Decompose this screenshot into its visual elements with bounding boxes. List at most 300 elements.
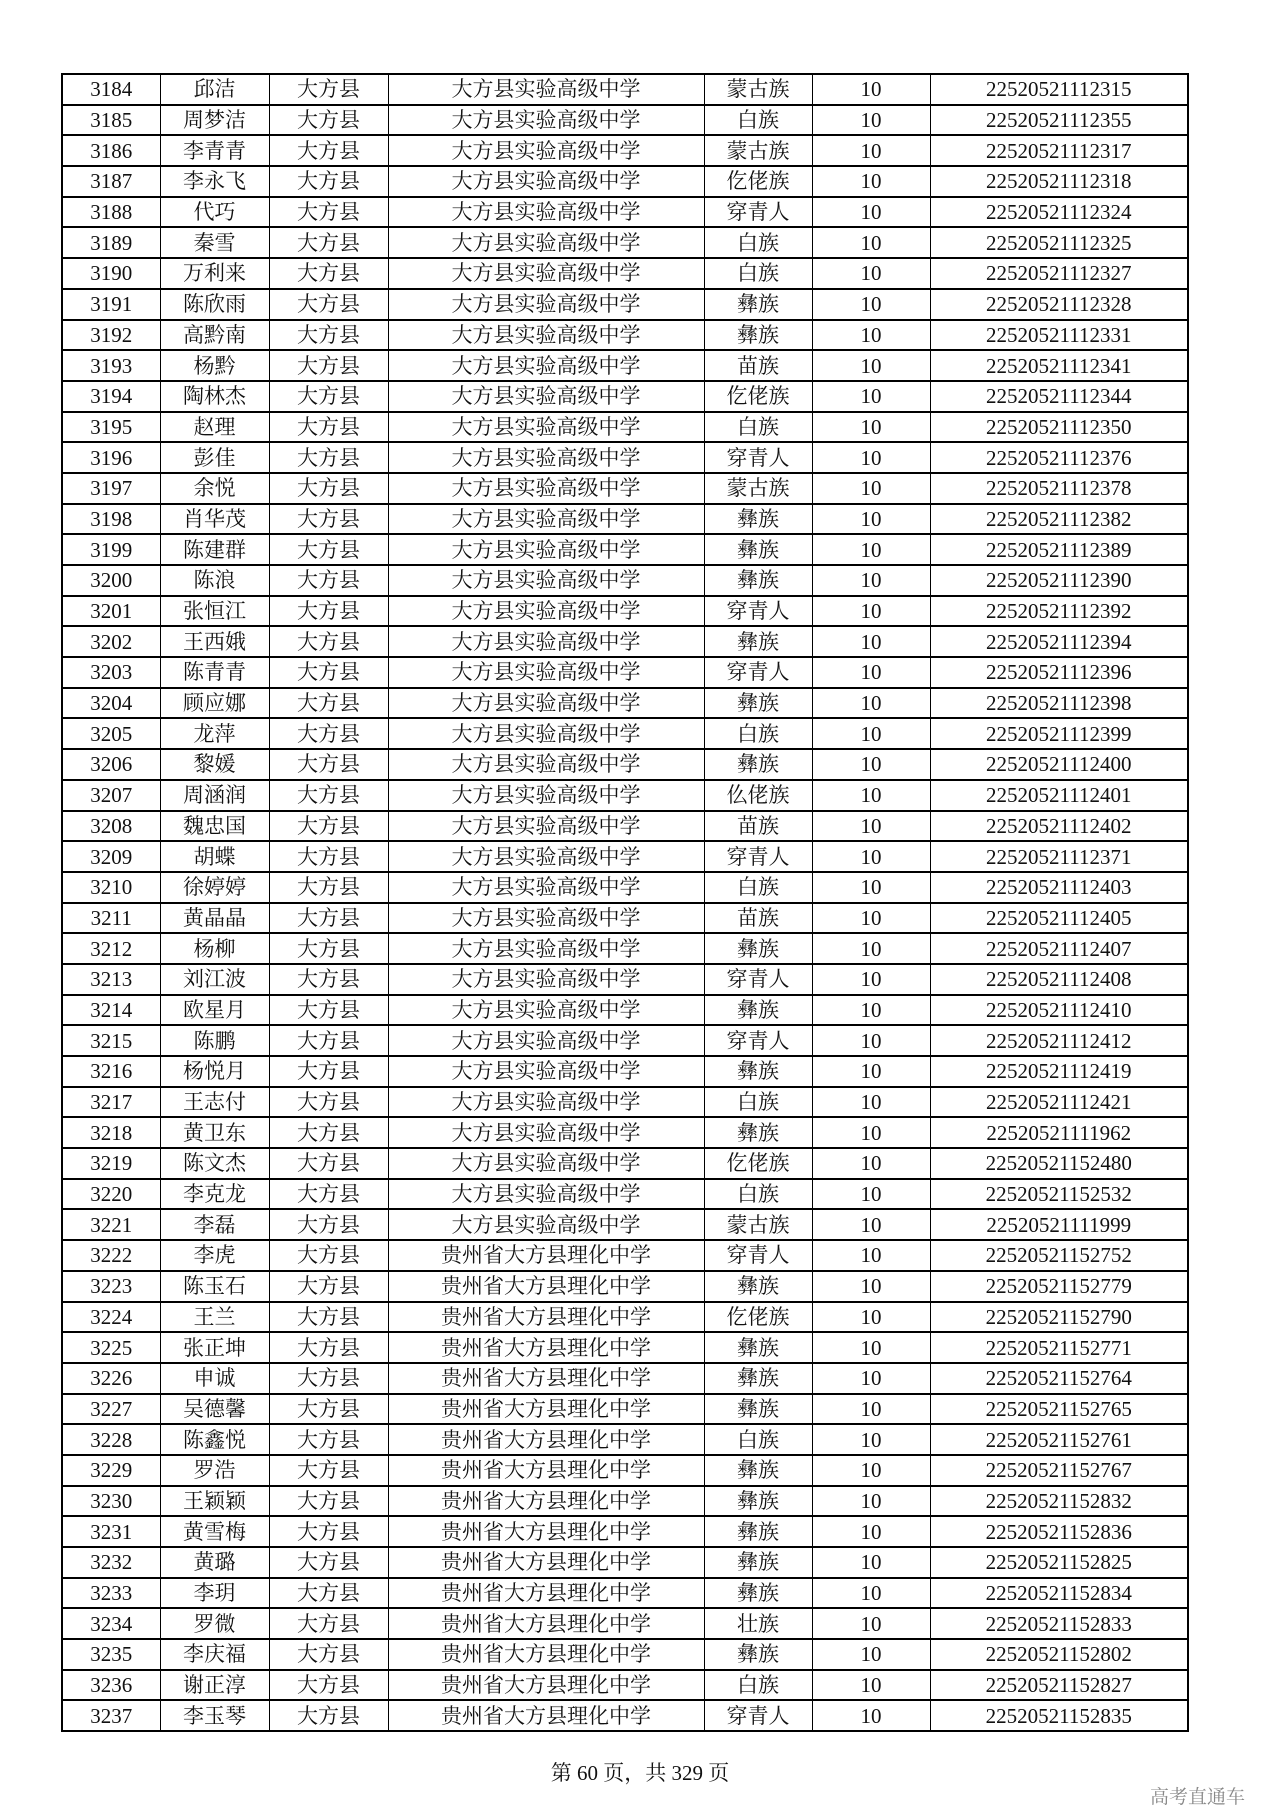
table-row [62,258,1188,289]
row-number-cell: 3206 [62,749,160,780]
student-name-cell: 李庆福 [160,1639,269,1670]
row-number-cell: 3225 [62,1332,160,1363]
exam-id-cell: 22520521112410 [930,995,1188,1026]
school-cell: 大方县实验高级中学 [388,442,704,473]
ethnicity-cell: 仡佬族 [704,1302,812,1333]
county-cell: 大方县 [269,1179,388,1210]
county-cell: 大方县 [269,1455,388,1486]
ethnicity-cell: 彝族 [704,1271,812,1302]
exam-id-cell: 22520521112392 [930,596,1188,627]
exam-id-cell: 22520521112412 [930,1025,1188,1056]
table-row [62,442,1188,473]
ethnicity-cell: 白族 [704,412,812,443]
table-row [62,1087,1188,1118]
exam-id-cell: 22520521112341 [930,350,1188,381]
county-cell: 大方县 [269,749,388,780]
county-cell: 大方县 [269,933,388,964]
school-cell: 贵州省大方县理化中学 [388,1455,704,1486]
student-name-cell: 顾应娜 [160,688,269,719]
row-number-cell: 3235 [62,1639,160,1670]
school-cell: 大方县实验高级中学 [388,1025,704,1056]
score-cell: 10 [812,1056,930,1087]
table-row [62,1578,1188,1609]
row-number-cell: 3224 [62,1302,160,1333]
table-row [62,1547,1188,1578]
student-name-cell: 周梦洁 [160,105,269,136]
school-cell: 贵州省大方县理化中学 [388,1578,704,1609]
exam-id-cell: 22520521152832 [930,1486,1188,1517]
score-cell: 10 [812,197,930,228]
school-cell: 贵州省大方县理化中学 [388,1700,704,1731]
ethnicity-cell: 彝族 [704,1516,812,1547]
table-row [62,1424,1188,1455]
exam-id-cell: 22520521112403 [930,872,1188,903]
school-cell: 大方县实验高级中学 [388,105,704,136]
school-cell: 大方县实验高级中学 [388,289,704,320]
student-name-cell: 杨悦月 [160,1056,269,1087]
row-number-cell: 3194 [62,381,160,412]
table-row [62,1639,1188,1670]
exam-id-cell: 22520521112325 [930,227,1188,258]
ethnicity-cell: 苗族 [704,903,812,934]
ethnicity-cell: 彝族 [704,749,812,780]
ethnicity-cell: 白族 [704,1179,812,1210]
student-name-cell: 李克龙 [160,1179,269,1210]
row-number-cell: 3198 [62,504,160,535]
exam-id-cell: 22520521152802 [930,1639,1188,1670]
watermark: 高考直通车 [1150,1786,1246,1808]
row-number-cell: 3184 [62,74,160,105]
table-row [62,872,1188,903]
school-cell: 大方县实验高级中学 [388,1179,704,1210]
score-cell: 10 [812,1117,930,1148]
table-row [62,534,1188,565]
school-cell: 大方县实验高级中学 [388,872,704,903]
table-row [62,1670,1188,1701]
exam-id-cell: 22520521112399 [930,718,1188,749]
exam-id-cell: 22520521112317 [930,135,1188,166]
school-cell: 大方县实验高级中学 [388,964,704,995]
score-cell: 10 [812,903,930,934]
score-cell: 10 [812,350,930,381]
row-number-cell: 3226 [62,1363,160,1394]
table-row [62,1056,1188,1087]
student-name-cell: 杨黔 [160,350,269,381]
ethnicity-cell: 彝族 [704,933,812,964]
exam-id-cell: 22520521152765 [930,1394,1188,1425]
county-cell: 大方县 [269,289,388,320]
student-name-cell: 徐婷婷 [160,872,269,903]
row-number-cell: 3192 [62,320,160,351]
county-cell: 大方县 [269,166,388,197]
county-cell: 大方县 [269,964,388,995]
score-cell: 10 [812,504,930,535]
ethnicity-cell: 穿青人 [704,841,812,872]
exam-id-cell: 22520521112405 [930,903,1188,934]
school-cell: 大方县实验高级中学 [388,565,704,596]
score-cell: 10 [812,596,930,627]
student-name-cell: 陈建群 [160,534,269,565]
school-cell: 贵州省大方县理化中学 [388,1639,704,1670]
school-cell: 贵州省大方县理化中学 [388,1670,704,1701]
county-cell: 大方县 [269,135,388,166]
county-cell: 大方县 [269,258,388,289]
table-body [62,74,1188,1731]
student-name-cell: 魏忠国 [160,811,269,842]
student-name-cell: 陈欣雨 [160,289,269,320]
student-name-cell: 李玉琴 [160,1700,269,1731]
county-cell: 大方县 [269,1240,388,1271]
county-cell: 大方县 [269,1547,388,1578]
row-number-cell: 3216 [62,1056,160,1087]
ethnicity-cell: 穿青人 [704,1700,812,1731]
score-cell: 10 [812,1025,930,1056]
county-cell: 大方县 [269,1639,388,1670]
county-cell: 大方县 [269,1087,388,1118]
table-row [62,1516,1188,1547]
table-row [62,1271,1188,1302]
score-cell: 10 [812,1639,930,1670]
exam-id-cell: 22520521112355 [930,105,1188,136]
table-row [62,995,1188,1026]
school-cell: 大方县实验高级中学 [388,811,704,842]
student-name-cell: 陈青青 [160,657,269,688]
ethnicity-cell: 苗族 [704,811,812,842]
score-cell: 10 [812,412,930,443]
exam-id-cell: 22520521112318 [930,166,1188,197]
score-cell: 10 [812,442,930,473]
ethnicity-cell: 彝族 [704,565,812,596]
score-cell: 10 [812,1363,930,1394]
school-cell: 大方县实验高级中学 [388,135,704,166]
school-cell: 大方县实验高级中学 [388,596,704,627]
table-row [62,1148,1188,1179]
table-row [62,1240,1188,1271]
county-cell: 大方县 [269,657,388,688]
school-cell: 大方县实验高级中学 [388,320,704,351]
row-number-cell: 3203 [62,657,160,688]
school-cell: 大方县实验高级中学 [388,412,704,443]
school-cell: 大方县实验高级中学 [388,1148,704,1179]
county-cell: 大方县 [269,565,388,596]
school-cell: 大方县实验高级中学 [388,534,704,565]
row-number-cell: 3205 [62,718,160,749]
school-cell: 大方县实验高级中学 [388,1056,704,1087]
exam-id-cell: 22520521112419 [930,1056,1188,1087]
student-name-cell: 高黔南 [160,320,269,351]
score-cell: 10 [812,473,930,504]
score-cell: 10 [812,1424,930,1455]
table-row [62,381,1188,412]
student-name-cell: 邱洁 [160,74,269,105]
student-name-cell: 欧星月 [160,995,269,1026]
score-cell: 10 [812,749,930,780]
score-cell: 10 [812,320,930,351]
row-number-cell: 3237 [62,1700,160,1731]
student-name-cell: 王颖颖 [160,1486,269,1517]
county-cell: 大方县 [269,596,388,627]
table-row [62,1025,1188,1056]
row-number-cell: 3208 [62,811,160,842]
ethnicity-cell: 白族 [704,872,812,903]
county-cell: 大方县 [269,995,388,1026]
ethnicity-cell: 彝族 [704,1117,812,1148]
row-number-cell: 3201 [62,596,160,627]
exam-id-cell: 22520521112378 [930,473,1188,504]
exam-id-cell: 22520521112327 [930,258,1188,289]
exam-id-cell: 22520521112407 [930,933,1188,964]
table-row [62,903,1188,934]
table-row [62,1302,1188,1333]
row-number-cell: 3186 [62,135,160,166]
school-cell: 大方县实验高级中学 [388,74,704,105]
score-cell: 10 [812,718,930,749]
county-cell: 大方县 [269,626,388,657]
student-name-cell: 张正坤 [160,1332,269,1363]
score-cell: 10 [812,1394,930,1425]
row-number-cell: 3190 [62,258,160,289]
score-cell: 10 [812,534,930,565]
row-number-cell: 3195 [62,412,160,443]
table-row [62,811,1188,842]
school-cell: 大方县实验高级中学 [388,995,704,1026]
school-cell: 大方县实验高级中学 [388,718,704,749]
school-cell: 贵州省大方县理化中学 [388,1271,704,1302]
ethnicity-cell: 白族 [704,105,812,136]
school-cell: 大方县实验高级中学 [388,749,704,780]
student-name-cell: 杨柳 [160,933,269,964]
ethnicity-cell: 穿青人 [704,657,812,688]
ethnicity-cell: 彝族 [704,1486,812,1517]
score-cell: 10 [812,1700,930,1731]
school-cell: 贵州省大方县理化中学 [388,1486,704,1517]
county-cell: 大方县 [269,688,388,719]
row-number-cell: 3214 [62,995,160,1026]
table-row [62,749,1188,780]
county-cell: 大方县 [269,1271,388,1302]
exam-id-cell: 22520521152790 [930,1302,1188,1333]
student-name-cell: 罗浩 [160,1455,269,1486]
county-cell: 大方县 [269,1056,388,1087]
student-name-cell: 吴德馨 [160,1394,269,1425]
county-cell: 大方县 [269,1670,388,1701]
table-row [62,504,1188,535]
score-cell: 10 [812,166,930,197]
student-name-cell: 肖华茂 [160,504,269,535]
ethnicity-cell: 彝族 [704,320,812,351]
row-number-cell: 3199 [62,534,160,565]
ethnicity-cell: 白族 [704,1670,812,1701]
table-row [62,166,1188,197]
score-cell: 10 [812,1087,930,1118]
exam-id-cell: 22520521112350 [930,412,1188,443]
row-number-cell: 3210 [62,872,160,903]
school-cell: 大方县实验高级中学 [388,381,704,412]
ethnicity-cell: 壮族 [704,1608,812,1639]
row-number-cell: 3189 [62,227,160,258]
ethnicity-cell: 彝族 [704,995,812,1026]
table-row [62,1608,1188,1639]
exam-id-cell: 22520521152480 [930,1148,1188,1179]
table-row [62,1179,1188,1210]
student-name-cell: 谢正淳 [160,1670,269,1701]
school-cell: 大方县实验高级中学 [388,780,704,811]
row-number-cell: 3222 [62,1240,160,1271]
student-list-table [61,73,1189,1732]
student-name-cell: 王西娥 [160,626,269,657]
ethnicity-cell: 蒙古族 [704,1209,812,1240]
exam-id-cell: 22520521152835 [930,1700,1188,1731]
table-row [62,74,1188,105]
score-cell: 10 [812,688,930,719]
county-cell: 大方县 [269,872,388,903]
ethnicity-cell: 彝族 [704,1394,812,1425]
score-cell: 10 [812,1332,930,1363]
exam-id-cell: 22520521112396 [930,657,1188,688]
ethnicity-cell: 蒙古族 [704,135,812,166]
school-cell: 大方县实验高级中学 [388,166,704,197]
row-number-cell: 3204 [62,688,160,719]
county-cell: 大方县 [269,381,388,412]
exam-id-cell: 22520521152761 [930,1424,1188,1455]
table-row [62,1700,1188,1731]
county-cell: 大方县 [269,1700,388,1731]
student-name-cell: 陈鹏 [160,1025,269,1056]
ethnicity-cell: 仫佬族 [704,780,812,811]
table-row [62,688,1188,719]
score-cell: 10 [812,1209,930,1240]
exam-id-cell: 22520521112324 [930,197,1188,228]
school-cell: 大方县实验高级中学 [388,626,704,657]
table-row [62,1332,1188,1363]
row-number-cell: 3236 [62,1670,160,1701]
exam-id-cell: 22520521112390 [930,565,1188,596]
county-cell: 大方县 [269,350,388,381]
row-number-cell: 3209 [62,841,160,872]
score-cell: 10 [812,1608,930,1639]
exam-id-cell: 22520521111962 [930,1117,1188,1148]
score-cell: 10 [812,1271,930,1302]
score-cell: 10 [812,1302,930,1333]
ethnicity-cell: 仡佬族 [704,1148,812,1179]
student-name-cell: 李永飞 [160,166,269,197]
row-number-cell: 3232 [62,1547,160,1578]
county-cell: 大方县 [269,718,388,749]
county-cell: 大方县 [269,841,388,872]
score-cell: 10 [812,381,930,412]
county-cell: 大方县 [269,1394,388,1425]
school-cell: 大方县实验高级中学 [388,473,704,504]
ethnicity-cell: 彝族 [704,534,812,565]
county-cell: 大方县 [269,74,388,105]
ethnicity-cell: 苗族 [704,350,812,381]
student-name-cell: 彭佳 [160,442,269,473]
ethnicity-cell: 彝族 [704,1547,812,1578]
student-name-cell: 申诚 [160,1363,269,1394]
ethnicity-cell: 彝族 [704,1639,812,1670]
score-cell: 10 [812,657,930,688]
student-name-cell: 秦雪 [160,227,269,258]
row-number-cell: 3193 [62,350,160,381]
row-number-cell: 3217 [62,1087,160,1118]
student-name-cell: 赵理 [160,412,269,443]
row-number-cell: 3223 [62,1271,160,1302]
score-cell: 10 [812,289,930,320]
ethnicity-cell: 彝族 [704,289,812,320]
student-name-cell: 黄璐 [160,1547,269,1578]
school-cell: 贵州省大方县理化中学 [388,1240,704,1271]
county-cell: 大方县 [269,780,388,811]
school-cell: 大方县实验高级中学 [388,657,704,688]
student-name-cell: 黎媛 [160,749,269,780]
row-number-cell: 3231 [62,1516,160,1547]
ethnicity-cell: 蒙古族 [704,74,812,105]
ethnicity-cell: 白族 [704,258,812,289]
score-cell: 10 [812,964,930,995]
school-cell: 大方县实验高级中学 [388,1117,704,1148]
row-number-cell: 3215 [62,1025,160,1056]
page-footer: 第 60 页，共 329 页 [550,1761,730,1785]
exam-id-cell: 22520521152764 [930,1363,1188,1394]
student-name-cell: 王兰 [160,1302,269,1333]
exam-id-cell: 22520521112331 [930,320,1188,351]
row-number-cell: 3234 [62,1608,160,1639]
table-row [62,1455,1188,1486]
row-number-cell: 3219 [62,1148,160,1179]
score-cell: 10 [812,626,930,657]
ethnicity-cell: 彝族 [704,504,812,535]
ethnicity-cell: 彝族 [704,1056,812,1087]
row-number-cell: 3213 [62,964,160,995]
score-cell: 10 [812,1179,930,1210]
row-number-cell: 3227 [62,1394,160,1425]
school-cell: 贵州省大方县理化中学 [388,1363,704,1394]
row-number-cell: 3220 [62,1179,160,1210]
table-row [62,350,1188,381]
row-number-cell: 3221 [62,1209,160,1240]
student-name-cell: 罗微 [160,1608,269,1639]
score-cell: 10 [812,841,930,872]
row-number-cell: 3191 [62,289,160,320]
row-number-cell: 3188 [62,197,160,228]
ethnicity-cell: 穿青人 [704,596,812,627]
exam-id-cell: 22520521152833 [930,1608,1188,1639]
score-cell: 10 [812,1240,930,1271]
score-cell: 10 [812,995,930,1026]
county-cell: 大方县 [269,1486,388,1517]
score-cell: 10 [812,811,930,842]
score-cell: 10 [812,565,930,596]
ethnicity-cell: 彝族 [704,688,812,719]
score-cell: 10 [812,74,930,105]
ethnicity-cell: 彝族 [704,1455,812,1486]
county-cell: 大方县 [269,412,388,443]
ethnicity-cell: 彝族 [704,626,812,657]
county-cell: 大方县 [269,1516,388,1547]
exam-id-cell: 22520521112398 [930,688,1188,719]
county-cell: 大方县 [269,1578,388,1609]
exam-id-cell: 22520521112402 [930,811,1188,842]
ethnicity-cell: 彝族 [704,1363,812,1394]
school-cell: 大方县实验高级中学 [388,258,704,289]
student-name-cell: 王志付 [160,1087,269,1118]
score-cell: 10 [812,1455,930,1486]
county-cell: 大方县 [269,1363,388,1394]
county-cell: 大方县 [269,320,388,351]
student-name-cell: 刘江波 [160,964,269,995]
table-row [62,780,1188,811]
table-row [62,565,1188,596]
